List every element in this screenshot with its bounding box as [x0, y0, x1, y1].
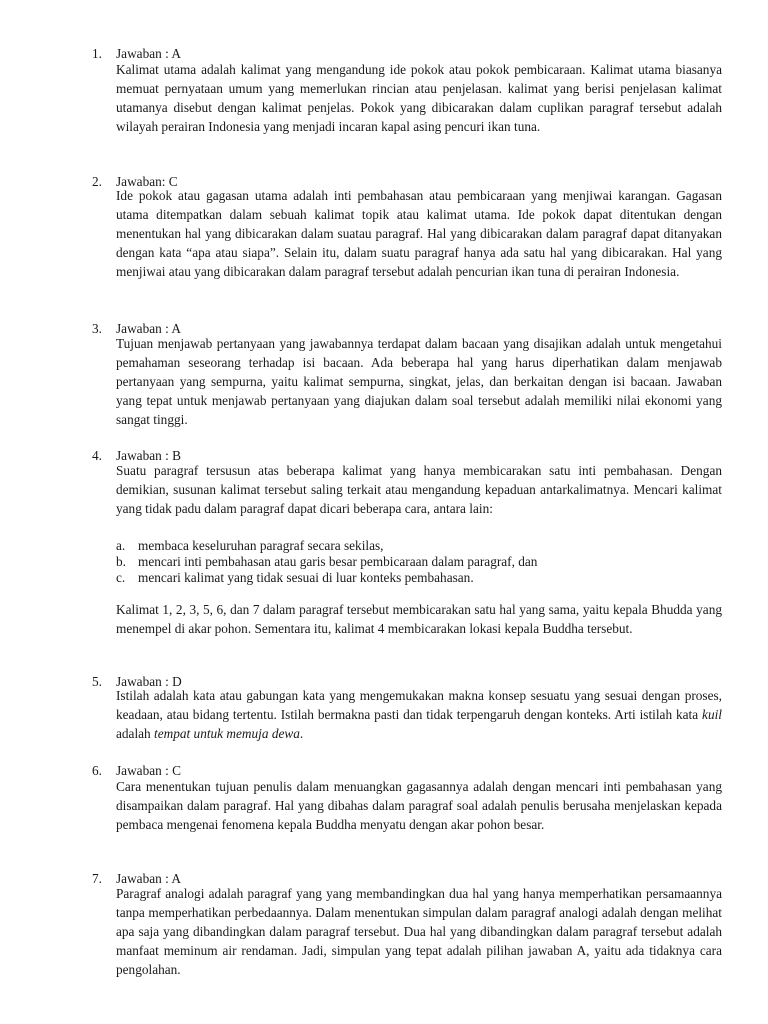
list-text: mencari kalimat yang tidak sesuai di luar konteks pembahasan.	[138, 570, 474, 585]
item-number: 3.	[92, 321, 102, 336]
explanation-paragraph	[116, 686, 722, 743]
connector-text: adalah	[116, 726, 151, 741]
item-number: 6.	[92, 763, 102, 778]
explanation-paragraph: Paragraf analogi adalah paragraf yang yang membandingkan dua hal yang hanya memperhatikan persamaannya tanpa memperhatikan perbedaannya. Dalam menentukan simpulan dalam paragraf analogi adalah dengan melihat apa saja yang dibandingkan dalam paragraf tersebut. Dua hal yang dibandingkan dalam paragraf tersebut adalah manfaat meminum air rendaman. Jadi, simpulan yang tepat adalah pilihan jawaban A, yaitu ada tidaknya cara pengolahan.	[116, 886, 722, 977]
list-item	[116, 570, 722, 586]
list-item	[116, 554, 722, 570]
meaning-italic: tempat untuk memuja dewa	[154, 726, 300, 741]
method-list	[116, 538, 722, 586]
explanation-paragraph: Ide pokok atau gagasan utama adalah inti pembahasan atau pembicaraan yang menjiwai karangan. Gagasan utama ditempatkan dalam sebuah kalimat topik atau kalimat utama. Ide pokok dapat ditentukan dengan menentukan hal yang dibicarakan dalam suatau paragraf. Hal yang dibicarakan dalam paragraf dapat ditanyakan dengan kata “apa atau siapa”. Selain itu, dalam suatu paragraf hanya ada satu hal yang dibicarakan. Hal yang menjiwai atau yang dibicarakan dalam paragraf tersebut adalah pencurian ikan tuna di perairan Indonesia.	[116, 188, 722, 279]
explanation-paragraph: Suatu paragraf tersusun atas beberapa kalimat yang hanya membicarakan satu inti pembahasan. Dengan demikian, susunan kalimat tersebut saling terkait atau mengandung kepaduan antarkalimatnya. Mencari kalimat yang tidak padu dalam paragraf dapat dicari beberapa cara, antara lain:	[116, 463, 722, 516]
answer-heading: Jawaban : A	[116, 321, 181, 336]
sentence-end: .	[299, 726, 304, 741]
item-number: 2.	[92, 174, 102, 189]
item-number: 7.	[92, 871, 102, 886]
explanation-paragraph: Cara menentukan tujuan penulis dalam menuangkan gagasannya adalah dengan mencari inti pembahasan yang disampaikan dalam paragraf. Hal yang dibahas dalam paragraf soal adalah penulis berusaha menjelaskan kepada pembaca mengenai fenomena kepala Buddha menyatu dengan akar pohon besar.	[116, 779, 722, 832]
item-number: 5.	[92, 674, 102, 689]
list-label: b.	[116, 554, 126, 569]
list-text: membaca keseluruhan paragraf secara sekilas,	[138, 538, 384, 553]
answer-heading: Jawaban : A	[116, 46, 181, 61]
list-text: mencari inti pembahasan atau garis besar pembicaraan dalam paragraf, dan	[138, 554, 538, 569]
answer-heading: Jawaban : D	[116, 674, 182, 689]
explanation-paragraph: Kalimat utama adalah kalimat yang mengandung ide pokok atau pokok pembicaraan. Kalimat utama biasanya memuat pernyataan umum yang memerlukan rincian atau penjelasan. kalimat yang berisi penjelasan kalimat utamanya disebut dengan kalimat penjelas. Pokok yang dibicarakan dalam cuplikan paragraf tersebut adalah wilayah perairan Indonesia yang menjadi incaran kapal asing pencuri ikan tuna.	[116, 62, 722, 134]
answer-heading: Jawaban : B	[116, 448, 181, 463]
conclusion-paragraph: Kalimat 1, 2, 3, 5, 6, dan 7 dalam paragraf tersebut membicarakan satu hal yang sama, yaitu kepala Bhudda yang menempel di akar pohon. Sementara itu, kalimat 4 membicarakan lokasi kepala Buddha tersebut.	[116, 602, 722, 636]
list-label: c.	[116, 570, 126, 585]
item-number: 1.	[92, 46, 102, 61]
answer-heading: Jawaban : C	[116, 763, 181, 778]
list-label: a.	[116, 538, 126, 553]
answer-heading: Jawaban: C	[116, 174, 178, 189]
term-italic: kuil	[702, 707, 722, 722]
answer-heading: Jawaban : A	[116, 871, 181, 886]
paragraph-text: Istilah adalah kata atau gabungan kata yang mengemukakan makna konsep sesuatu yang sesuai dengan proses, keadaan, atau bidang tertentu. Istilah bermakna pasti dan tidak terpengaruh dengan konteks. Arti istilah kata	[116, 688, 722, 722]
explanation-paragraph: Tujuan menjawab pertanyaan yang jawabannya terdapat dalam bacaan yang disajikan adalah untuk mengetahui pemahaman seseorang terhadap isi bacaan. Ada beberapa hal yang harus diperhatikan dalam menjawab pertanyaan yang sempurna, yaitu kalimat sempurna, singkat, jelas, dan berkaitan dengan isi bacaan. Jawaban yang tepat untuk menjawab pertanyaan yang diajukan dalam soal tersebut adalah memiliki nilai ekonomi yang sangat tinggi.	[116, 336, 722, 427]
list-item	[116, 538, 722, 554]
item-number: 4.	[92, 448, 102, 463]
